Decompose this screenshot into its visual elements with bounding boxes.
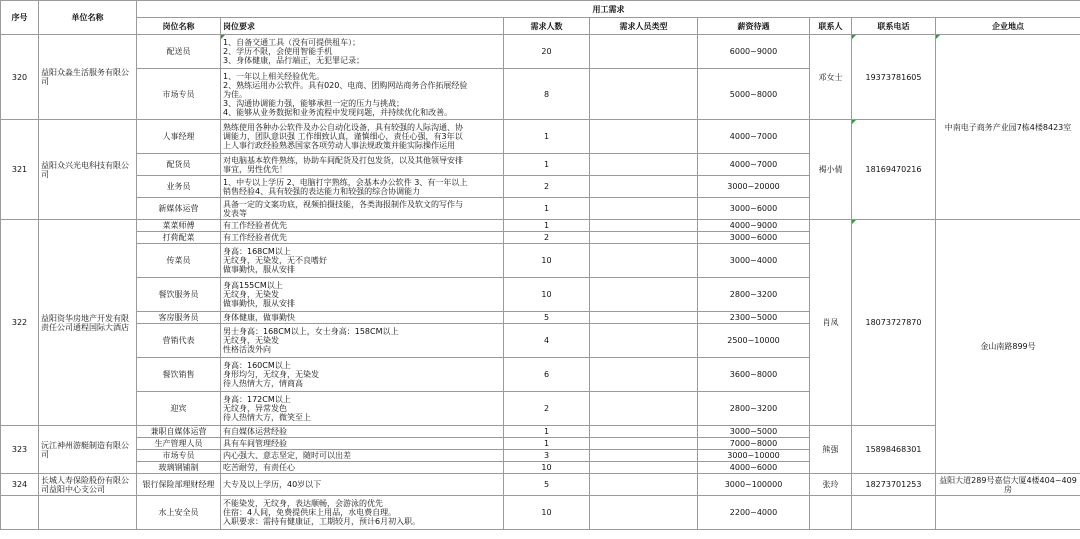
salary: 3600~8000 (698, 358, 810, 392)
demand-count: 5 (504, 474, 590, 496)
person-type (590, 220, 698, 232)
company-address: 中南电子商务产业园7栋4楼8423室 (936, 35, 1080, 220)
post-name: 配货员 (137, 154, 221, 176)
header-seq: 序号 (1, 1, 39, 35)
demand-count: 5 (504, 312, 590, 324)
header-phone: 联系电话 (852, 18, 936, 35)
salary: 3000~6000 (698, 198, 810, 220)
demand-count: 8 (504, 69, 590, 120)
header-post-name: 岗位名称 (137, 18, 221, 35)
post-name: 玻璃钢铺制 (137, 462, 221, 474)
post-name: 营销代表 (137, 324, 221, 358)
requirement-line: 待人热情大方，情商高 (223, 379, 303, 388)
requirement-line: 做事勤快，服从安排 (223, 299, 295, 308)
post-name: 市场专员 (137, 450, 221, 462)
post-name: 市场专员 (137, 69, 221, 120)
demand-count: 10 (504, 278, 590, 312)
salary: 5000~8000 (698, 69, 810, 120)
company-seq: 321 (1, 120, 39, 220)
company-name: 长城人寿保险股份有限公司益阳中心支公司 (39, 474, 137, 496)
requirement-line: 住宿：4人间，免费提供床上用品，水电费自理。 (223, 508, 397, 517)
post-requirements (221, 120, 504, 154)
salary: 2500~10000 (698, 324, 810, 358)
post-name: 打荷配菜 (137, 232, 221, 244)
post-name: 业务员 (137, 176, 221, 198)
person-type (590, 35, 698, 69)
person-type (590, 438, 698, 450)
post-name: 餐饮服务员 (137, 278, 221, 312)
post-requirements (221, 198, 504, 220)
contact-phone: 19373781605 (852, 35, 936, 120)
company-seq: 320 (1, 35, 39, 120)
salary: 4000~7000 (698, 120, 810, 154)
requirement-line: 1、中专以上学历 2、电脑打字熟练，会基本办公软件 3、有一年以上 (223, 177, 468, 187)
demand-count: 1 (504, 438, 590, 450)
requirement-line: 有工作经验者优先 (223, 221, 287, 230)
post-requirements (221, 312, 504, 324)
contact-phone: 15898468301 (852, 426, 936, 474)
person-type (590, 244, 698, 278)
company-name: 益阳众淼生活服务有限公司 (39, 35, 137, 120)
post-requirements (221, 278, 504, 312)
header-unit-name: 单位名称 (39, 1, 137, 35)
person-type (590, 324, 698, 358)
post-requirements (221, 474, 504, 496)
demand-count: 20 (504, 35, 590, 69)
post-name: 配送员 (137, 35, 221, 69)
table-row (1, 496, 1080, 530)
header-demand-count: 需求人数 (504, 18, 590, 35)
requirement-line: 内心强大、意志坚定，随时可以出差 (223, 451, 351, 460)
salary: 3000~20000 (698, 176, 810, 198)
requirement-line: 有自媒体运营经验 (223, 427, 287, 436)
table-row (1, 120, 1080, 154)
requirement-line: 身体健康，做事勤快 (223, 313, 295, 322)
contact-phone: 18169470216 (852, 120, 936, 220)
company-address: 益阳大道289号嘉信大厦4楼404~409房 (936, 474, 1080, 496)
post-requirements (221, 232, 504, 244)
post-requirements (221, 220, 504, 232)
requirement-line: 为佳。 (223, 89, 247, 99)
requirement-line: 无纹身，无染发 (223, 336, 279, 345)
demand-count: 1 (504, 120, 590, 154)
requirement-line: 吃苦耐劳，有责任心 (223, 463, 295, 472)
person-type (590, 232, 698, 244)
demand-count: 2 (504, 392, 590, 426)
demand-count: 3 (504, 450, 590, 462)
contact-phone: 18273701253 (852, 474, 936, 496)
person-type (590, 198, 698, 220)
contact-person: 邓女士 (810, 35, 852, 120)
requirement-line: 无纹身，无染发 (223, 290, 279, 299)
person-type (590, 426, 698, 438)
post-requirements (221, 154, 504, 176)
person-type (590, 450, 698, 462)
person-type (590, 312, 698, 324)
requirement-line: 3、沟通协调能力强，能够承担一定的压力与挑战； (223, 98, 405, 108)
table-row (1, 474, 1080, 496)
demand-count: 2 (504, 176, 590, 198)
person-type (590, 176, 698, 198)
post-requirements (221, 450, 504, 462)
person-type (590, 392, 698, 426)
contact-phone: 18073727870 (852, 220, 936, 426)
company-address (936, 496, 1080, 530)
requirement-line: 身形均匀，无纹身，无染发 (223, 370, 319, 379)
requirement-line: 熟练使用各种办公软件及办公自动化设备，具有较强的人际沟通、协 (223, 123, 463, 132)
requirement-line: 1、一年以上相关经验优先。 (223, 71, 325, 81)
requirement-line: 具备一定的文案功底，视频拍摄技能，各类海报制作及软文的写作与 (223, 199, 463, 209)
post-requirements (221, 462, 504, 474)
post-name: 迎宾 (137, 392, 221, 426)
demand-count: 10 (504, 244, 590, 278)
post-name: 生产管理人员 (137, 438, 221, 450)
person-type (590, 69, 698, 120)
header-contact: 联系人 (810, 18, 852, 35)
requirement-line: 1、自备交通工具（没有可提供租车）； (223, 38, 361, 47)
person-type (590, 278, 698, 312)
company-seq: 323 (1, 426, 39, 474)
requirement-line: 身高155CM以上 (223, 281, 283, 290)
requirement-line: 调能力，团队意识强 工作细致认真，谨慎细心，责任心强，有3年以 (223, 132, 463, 141)
salary: 4000~7000 (698, 154, 810, 176)
requirement-line: 2、熟练运用办公软件。具有020、电商、团购网站商务合作拓展经验 (223, 80, 468, 90)
person-type (590, 120, 698, 154)
demand-count: 1 (504, 198, 590, 220)
header-address: 企业地点 (936, 18, 1080, 35)
header-salary: 薪资待遇 (698, 18, 810, 35)
contact-person: 熊强 (810, 426, 852, 474)
company-name (39, 496, 137, 530)
demand-count: 1 (504, 426, 590, 438)
requirement-line: 身高：168CM以上 (223, 247, 291, 256)
demand-count: 10 (504, 462, 590, 474)
requirement-line: 事宜，男性优先！ (223, 164, 287, 174)
post-requirements (221, 426, 504, 438)
company-name: 益阳众兴光电科技有限公司 (39, 120, 137, 220)
post-requirements (221, 392, 504, 426)
post-name: 传菜员 (137, 244, 221, 278)
company-name: 益阳资华房地产开发有限责任公司通程国际大酒店 (39, 220, 137, 426)
requirement-line: 性格活泼外向 (223, 345, 271, 354)
table-row (1, 426, 1080, 438)
table-row (1, 220, 1080, 232)
company-seq: 324 (1, 474, 39, 496)
demand-count: 2 (504, 232, 590, 244)
header-requirements: 岗位要求 (221, 18, 504, 35)
requirement-line: 身高：160CM以上 (223, 361, 291, 370)
post-requirements (221, 244, 504, 278)
demand-count: 1 (504, 220, 590, 232)
post-name: 客房服务员 (137, 312, 221, 324)
requirement-line: 不能染发，无纹身，表达顺畅，会游泳的优先 (223, 499, 383, 508)
post-name: 餐饮销售 (137, 358, 221, 392)
post-requirements (221, 324, 504, 358)
person-type (590, 496, 698, 530)
post-name: 新媒体运营 (137, 198, 221, 220)
post-requirements (221, 358, 504, 392)
requirement-line: 销售经验4、具有较强的表达能力和较强的综合协调能力 (223, 186, 421, 196)
salary: 4000~6000 (698, 462, 810, 474)
company-name: 沅江神州游艇制造有限公司 (39, 426, 137, 474)
post-name: 菜菜师傅 (137, 220, 221, 232)
post-name: 银行保险部理财经理 (137, 474, 221, 496)
post-name: 人事经理 (137, 120, 221, 154)
demand-count: 10 (504, 496, 590, 530)
person-type (590, 474, 698, 496)
requirement-line: 发表等 (223, 208, 247, 218)
salary: 3000~10000 (698, 450, 810, 462)
requirement-line: 做事勤快，服从安排 (223, 265, 295, 274)
demand-count: 6 (504, 358, 590, 392)
requirement-line: 身高：172CM以上 (223, 395, 291, 404)
requirement-line: 有工作经验者优先 (223, 233, 287, 242)
contact-person: 褐小倩 (810, 120, 852, 220)
salary: 2800~3200 (698, 392, 810, 426)
requirement-line: 具有车间管理经验 (223, 439, 287, 448)
salary: 3000~6000 (698, 232, 810, 244)
salary: 7000~8000 (698, 438, 810, 450)
salary: 2200~4000 (698, 496, 810, 530)
salary: 2800~3200 (698, 278, 810, 312)
header-group-title: 用工需求 (137, 1, 1080, 18)
requirement-line: 无纹身，无染发，无不良嗜好 (223, 256, 327, 265)
requirement-line: 男士身高：168CM以上，女士身高：158CM以上 (223, 327, 399, 336)
requirement-line: 3、身体健康，品行端正，无犯罪记录； (223, 56, 365, 65)
post-name: 兼职自媒体运营 (137, 426, 221, 438)
company-seq: 322 (1, 220, 39, 426)
requirement-line: 上人事行政经验熟悉国家各项劳动人事法规政策并能实际操作运用 (223, 141, 455, 150)
contact-phone (852, 496, 936, 530)
post-requirements (221, 496, 504, 530)
post-requirements (221, 176, 504, 198)
salary: 3000~100000 (698, 474, 810, 496)
post-requirements (221, 35, 504, 69)
requirement-line: 4、能够从业务数据和业务流程中发现问题，并持续优化和改善。 (223, 107, 453, 117)
requirement-line: 待人热情大方，微笑至上 (223, 413, 311, 422)
company-seq (1, 496, 39, 530)
post-name: 水上安全员 (137, 496, 221, 530)
requirement-line: 无纹身，异常发色 (223, 404, 287, 413)
requirement-line: 大专及以上学历，40岁以下 (223, 480, 322, 489)
salary: 3000~4000 (698, 244, 810, 278)
demand-count: 4 (504, 324, 590, 358)
contact-person: 肖凤 (810, 220, 852, 426)
company-address: 金山南路899号 (936, 220, 1080, 474)
person-type (590, 358, 698, 392)
person-type (590, 462, 698, 474)
post-requirements (221, 438, 504, 450)
post-requirements (221, 69, 504, 120)
salary: 2300~5000 (698, 312, 810, 324)
demand-count: 1 (504, 154, 590, 176)
requirement-line: 对电脑基本软件熟练，协助车间配货及打包发货，以及其他领导安排 (223, 155, 463, 165)
salary: 6000~9000 (698, 35, 810, 69)
requirement-line: 入职要求：需持有健康证，工期较月，预计6月初入职。 (223, 517, 421, 526)
salary: 3000~5000 (698, 426, 810, 438)
salary: 4000~9000 (698, 220, 810, 232)
contact-person (810, 496, 852, 530)
table-row (1, 35, 1080, 69)
header-person-type: 需求人员类型 (590, 18, 698, 35)
requirement-line: 2、学历不限，会使用智能手机 (223, 47, 333, 56)
contact-person: 张玲 (810, 474, 852, 496)
person-type (590, 154, 698, 176)
